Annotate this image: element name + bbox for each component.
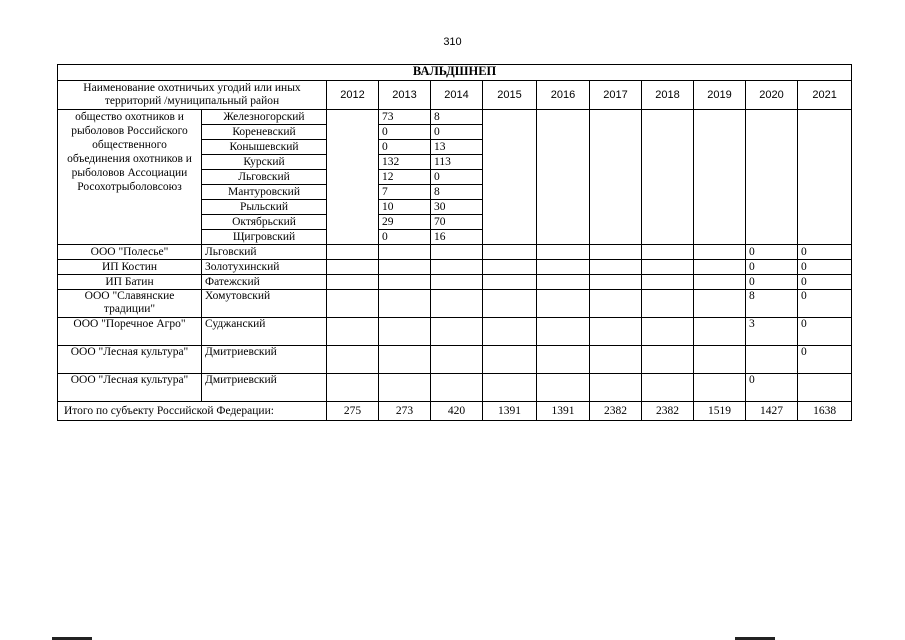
total-value: 275 bbox=[327, 402, 379, 421]
year-header: 2014 bbox=[431, 81, 483, 110]
value-cell: 29 bbox=[379, 215, 431, 230]
district-cell: Дмитриевский bbox=[202, 374, 327, 402]
year-header: 2020 bbox=[746, 81, 798, 110]
value-cell: 132 bbox=[379, 155, 431, 170]
total-value: 420 bbox=[431, 402, 483, 421]
value-cell: 10 bbox=[379, 200, 431, 215]
district-cell: Кореневский bbox=[202, 125, 327, 140]
value-cell bbox=[798, 374, 852, 402]
org-cell: ООО "Лесная культура" bbox=[58, 346, 202, 374]
value-cell: 13 bbox=[431, 140, 483, 155]
district-cell: Октябрьский bbox=[202, 215, 327, 230]
value-cell: 0 bbox=[746, 260, 798, 275]
org-cell: ИП Костин bbox=[58, 260, 202, 275]
society-name: общество охотников и рыболовов Российского общественного объединения охотников и рыболовов Ассоциации Росохотрыболовсоюз bbox=[58, 110, 202, 245]
value-cell: 0 bbox=[746, 245, 798, 260]
table-row bbox=[58, 290, 852, 318]
empty-cell bbox=[746, 110, 798, 245]
year-header: 2019 bbox=[694, 81, 746, 110]
value-cell: 0 bbox=[379, 230, 431, 245]
district-cell: Щигровский bbox=[202, 230, 327, 245]
empty-cell bbox=[798, 110, 852, 245]
district-cell: Льговский bbox=[202, 170, 327, 185]
value-cell: 70 bbox=[431, 215, 483, 230]
value-cell: 0 bbox=[379, 140, 431, 155]
district-cell: Льговский bbox=[202, 245, 327, 260]
total-value: 2382 bbox=[590, 402, 642, 421]
empty-cell bbox=[537, 110, 590, 245]
table-row bbox=[58, 275, 852, 290]
value-cell: 30 bbox=[431, 200, 483, 215]
org-cell: ИП Батин bbox=[58, 275, 202, 290]
total-value: 1427 bbox=[746, 402, 798, 421]
value-cell: 0 bbox=[379, 125, 431, 140]
district-cell: Конышевский bbox=[202, 140, 327, 155]
table-row bbox=[58, 346, 852, 374]
district-cell: Мантуровский bbox=[202, 185, 327, 200]
value-cell: 7 bbox=[379, 185, 431, 200]
value-cell: 8 bbox=[431, 110, 483, 125]
total-value: 273 bbox=[379, 402, 431, 421]
year-header: 2015 bbox=[483, 81, 537, 110]
value-cell: 0 bbox=[746, 275, 798, 290]
year-header: 2013 bbox=[379, 81, 431, 110]
total-value: 1519 bbox=[694, 402, 746, 421]
org-cell: ООО "Славянские традиции" bbox=[58, 290, 202, 318]
value-cell: 0 bbox=[746, 374, 798, 402]
empty-cell bbox=[642, 110, 694, 245]
table-row bbox=[58, 374, 852, 402]
value-cell: 0 bbox=[798, 245, 852, 260]
total-value: 2382 bbox=[642, 402, 694, 421]
empty-cell bbox=[694, 110, 746, 245]
table-row bbox=[58, 260, 852, 275]
district-cell: Курский bbox=[202, 155, 327, 170]
value-cell: 8 bbox=[746, 290, 798, 318]
year-header: 2012 bbox=[327, 81, 379, 110]
table-row bbox=[58, 318, 852, 346]
total-value: 1391 bbox=[483, 402, 537, 421]
value-cell: 0 bbox=[798, 318, 852, 346]
value-cell: 113 bbox=[431, 155, 483, 170]
name-column-header: Наименование охотничьих угодий или иных территорий /муниципальный район bbox=[58, 81, 327, 110]
table-title: ВАЛЬДШНЕП bbox=[58, 65, 852, 81]
value-cell: 0 bbox=[431, 170, 483, 185]
value-cell: 0 bbox=[798, 275, 852, 290]
value-cell: 0 bbox=[431, 125, 483, 140]
district-cell: Хомутовский bbox=[202, 290, 327, 318]
district-cell: Железногорский bbox=[202, 110, 327, 125]
value-cell: 16 bbox=[431, 230, 483, 245]
value-cell: 73 bbox=[379, 110, 431, 125]
empty-cell bbox=[590, 110, 642, 245]
value-cell bbox=[746, 346, 798, 374]
district-cell: Суджанский bbox=[202, 318, 327, 346]
value-cell: 12 bbox=[379, 170, 431, 185]
district-cell: Рыльский bbox=[202, 200, 327, 215]
header-row bbox=[58, 81, 852, 110]
total-row bbox=[58, 402, 852, 421]
value-cell: 0 bbox=[798, 346, 852, 374]
org-cell: ООО "Полесье" bbox=[58, 245, 202, 260]
total-value: 1638 bbox=[798, 402, 852, 421]
org-cell: ООО "Лесная культура" bbox=[58, 374, 202, 402]
year-header: 2018 bbox=[642, 81, 694, 110]
value-cell: 8 bbox=[431, 185, 483, 200]
table-row bbox=[58, 110, 852, 125]
total-value: 1391 bbox=[537, 402, 590, 421]
valdshnep-table bbox=[57, 64, 852, 421]
total-label: Итого по субъекту Российской Федерации: bbox=[58, 402, 327, 421]
year-header: 2017 bbox=[590, 81, 642, 110]
org-cell: ООО "Поречное Агро" bbox=[58, 318, 202, 346]
page-number: 310 bbox=[443, 36, 462, 48]
value-cell: 3 bbox=[746, 318, 798, 346]
year-header: 2021 bbox=[798, 81, 852, 110]
district-cell: Золотухинский bbox=[202, 260, 327, 275]
empty-cell bbox=[483, 110, 537, 245]
table-row bbox=[58, 245, 852, 260]
district-cell: Фатежский bbox=[202, 275, 327, 290]
district-cell: Дмитриевский bbox=[202, 346, 327, 374]
empty-cell bbox=[327, 110, 379, 245]
year-header: 2016 bbox=[537, 81, 590, 110]
value-cell: 0 bbox=[798, 290, 852, 318]
value-cell: 0 bbox=[798, 260, 852, 275]
